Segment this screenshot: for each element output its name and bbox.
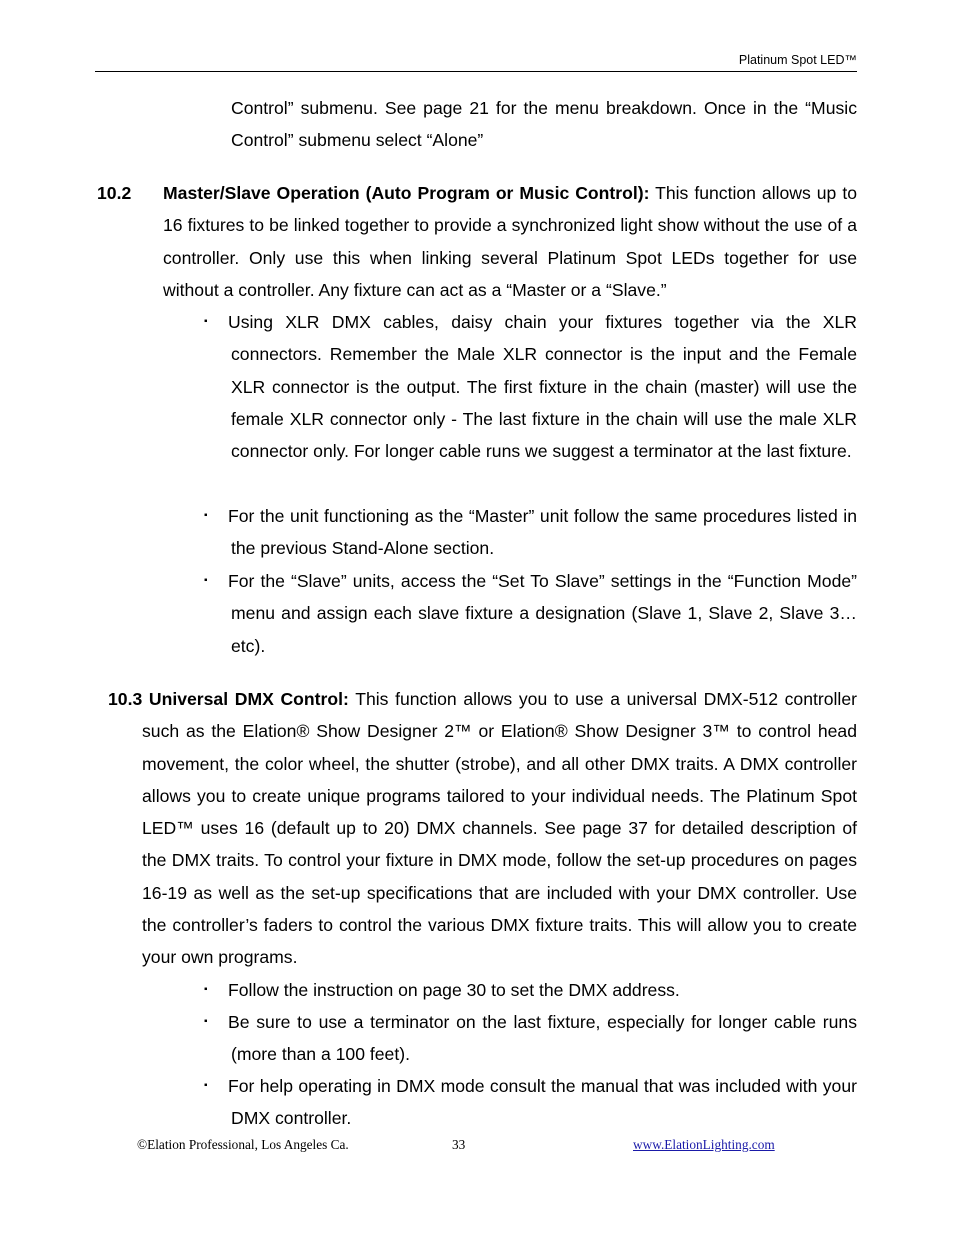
- list-item: Be sure to use a terminator on the last fixture, especially for longer cable runs (more than a 100 feet).: [228, 1012, 857, 1065]
- section-10-2-heading: Master/Slave Operation (Auto Program or Music Control):: [163, 183, 650, 203]
- section-10-3-heading: 10.3 Universal DMX Control:: [108, 689, 349, 709]
- bullet-marker: ▪: [204, 1016, 208, 1027]
- bullet-marker: ▪: [204, 575, 208, 586]
- header-rule: [95, 71, 857, 72]
- bullet-marker: ▪: [204, 984, 208, 995]
- bullet-marker: ▪: [204, 1080, 208, 1091]
- list-item: Follow the instruction on page 30 to set the DMX address.: [228, 980, 680, 1000]
- section-10-2-body: This function allows up to 16 fixtures to be linked together to provide a synchronized light show without the use of a controller. Only use this when linking several Platinum Spot LEDs together for use without a controller. Any fixture can act as a “Master or a “Slave.”: [163, 183, 857, 300]
- list-item: For the “Slave” units, access the “Set To Slave” settings in the “Function Mode” menu and assign each slave fixture a designation (Slave 1, Slave 2, Slave 3…etc).: [228, 571, 857, 656]
- footer-website-link[interactable]: www.ElationLighting.com: [633, 1137, 775, 1152]
- intro-paragraph: Control” submenu. See page 21 for the menu breakdown. Once in the “Music Control” submenu select “Alone”: [231, 98, 857, 151]
- list-item: For the unit functioning as the “Master” unit follow the same procedures listed in the previous Stand-Alone section.: [228, 506, 857, 559]
- running-header-title: Platinum Spot LED™: [738, 53, 857, 67]
- section-10-3-paragraph: [108, 683, 857, 974]
- section-10-2-number: 10.2: [97, 183, 132, 203]
- bullet-marker: ▪: [204, 316, 208, 327]
- footer-page-number: 33: [452, 1137, 466, 1152]
- section-10-3-body: This function allows you to use a universal DMX-512 controller such as the Elation® Show Designer 2™ or Elation® Show Designer 3™ to control head movement, the color wheel, the shutter (strobe), and all other DMX traits. A DMX controller allows you to create unique programs tailored to your individual needs. The Platinum Spot LED™ uses 16 (default up to 20) DMX channels. See page 37 for detailed description of the DMX traits. To control your fixture in DMX mode, follow the set-up procedures on pages 16-19 as well as the set-up specifications that are included with your DMX controller. Use the controller’s faders to control the various DMX fixture traits. This will allow you to create your own programs.: [142, 689, 857, 968]
- bullet-marker: ▪: [204, 510, 208, 521]
- list-item: For help operating in DMX mode consult the manual that was included with your DMX controller.: [228, 1076, 857, 1129]
- list-item: Using XLR DMX cables, daisy chain your fixtures together via the XLR connectors. Remember the Male XLR connector is the input and the Female XLR connector is the output. The first fixture in the chain (master) will use the female XLR connector only - The last fixture in the chain will use the male XLR connector only. For longer cable runs we suggest a terminator at the last fixture.: [228, 312, 857, 462]
- footer-copyright: ©Elation Professional, Los Angeles Ca.: [137, 1137, 349, 1152]
- section-10-2-paragraph: [163, 177, 857, 306]
